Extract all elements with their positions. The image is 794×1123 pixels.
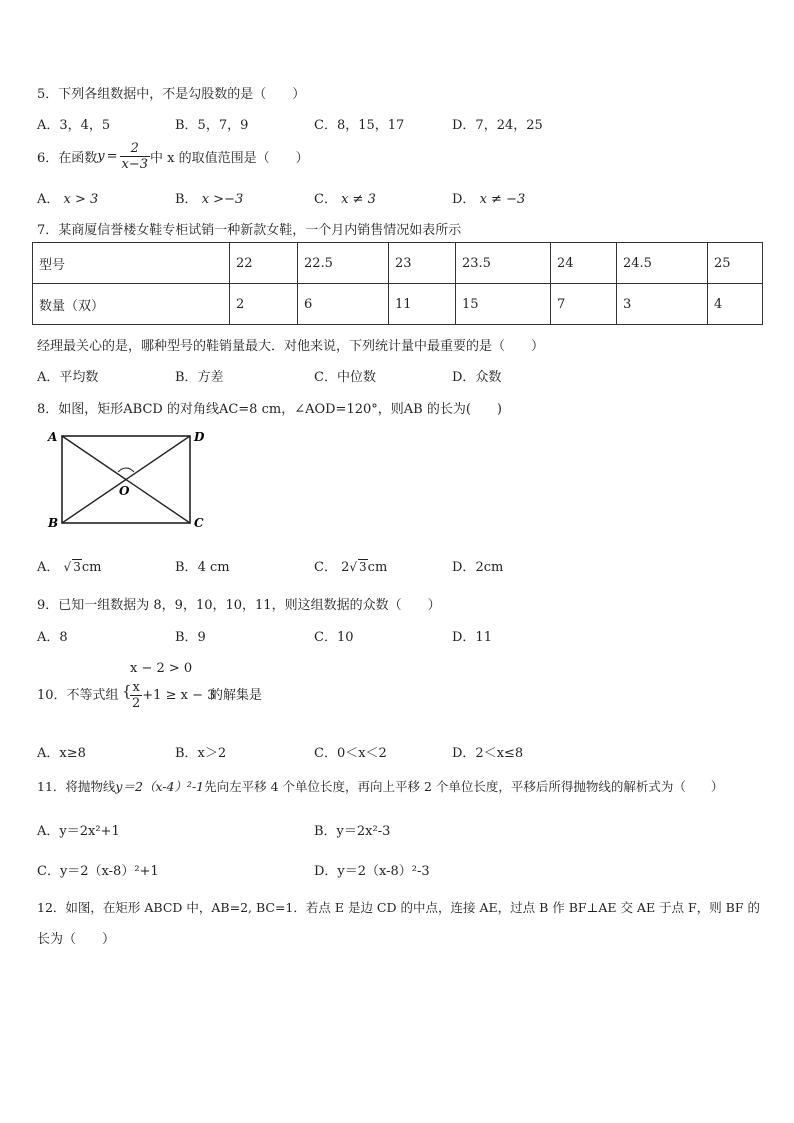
sqrt-icon: √: [63, 560, 72, 574]
q9-stem: 9．已知一组数据为 8，9，10，10，11，则这组数据的众数（ ）: [37, 598, 441, 613]
table-cell: 3: [617, 284, 708, 325]
table-cell: 24.5: [617, 243, 708, 284]
q10-option-b: B．x＞2: [175, 746, 227, 761]
q9-option-b: B．9: [175, 630, 206, 645]
q6-option-c-letter: C．: [314, 192, 337, 207]
q11-option-a: A．y＝2x²+1: [37, 824, 120, 839]
q6-option-d-expr: x ≠ −3: [479, 192, 526, 207]
q11-stem-func: y＝2（x-4）²-1: [115, 779, 205, 794]
q9-option-d: D．11: [452, 630, 492, 645]
table-cell: 22: [230, 243, 298, 284]
q6-option-b-letter: B．: [175, 192, 198, 207]
q6-func-eq: =: [106, 149, 118, 164]
label-b: B: [48, 516, 59, 530]
q7-option-a: A．平均数: [37, 370, 99, 385]
q6-option-c-expr: x ≠ 3: [341, 192, 376, 207]
table-cell: 11: [389, 284, 456, 325]
q8-option-d: [452, 556, 503, 575]
q10-stem-suffix: 的解集是: [210, 688, 263, 703]
q9-option-a: A．8: [37, 630, 68, 645]
q7-followup: 经理最关心的是，哪种型号的鞋销量最大．对他来说，下列统计量中最重要的是（ ）: [37, 339, 545, 354]
q5-option-a: A．3，4，5: [37, 118, 111, 133]
q7-option-d: D．众数: [452, 370, 502, 385]
q10-fraction: [130, 680, 142, 711]
table-cell: 25: [708, 243, 763, 284]
q10-frac-den: 2: [132, 696, 141, 711]
label-c: C: [194, 516, 204, 530]
q11-option-d: D．y＝2（x-8）²-3: [314, 864, 430, 879]
q5-option-b: B．5，7，9: [175, 118, 249, 133]
q10-option-c: C．0＜x＜2: [314, 746, 387, 761]
q6-func-y: y: [97, 149, 105, 164]
q7-option-b: B．方差: [175, 370, 224, 385]
q5-stem: 5．下列各组数据中，不是勾股数的是（ ）: [37, 87, 306, 102]
table-cell: 23.5: [456, 243, 551, 284]
q7-stem: 7．某商厦信誉楼女鞋专柜试销一种新款女鞋，一个月内销售情况如表所示: [37, 223, 462, 238]
q8-option-a: [37, 556, 101, 575]
q8-option-d-letter: D．: [452, 560, 476, 575]
q6-option-b: [175, 188, 243, 207]
q8-rectangle-figure: [40, 425, 220, 535]
q12-line1: 12．如图，在矩形 ABCD 中，AB=2, BC=1．若点 E 是边 CD 的中点，连接 AE，过点 B 作 BF⊥AE 交 AE 于点 F，则 BF 的: [37, 900, 761, 915]
q8-option-c-unit: cm: [367, 560, 388, 575]
angle-aod-arc: [118, 468, 134, 472]
table-header-cell: 型号: [33, 243, 230, 284]
q5-option-c: C．8，15，17: [314, 118, 405, 133]
q11-stem: [37, 777, 723, 795]
table-header-cell: 数量（双）: [33, 284, 230, 325]
q10-line1: x − 2 > 0: [130, 661, 193, 676]
q11-option-b: B．y＝2x²-3: [314, 824, 391, 839]
q6-stem-prefix: 6．在函数: [37, 151, 98, 166]
table-cell: 22.5: [298, 243, 389, 284]
q6-frac-den: x−3: [121, 157, 149, 172]
table-cell: 4: [708, 284, 763, 325]
table-cell: 7: [551, 284, 617, 325]
table-cell: 15: [456, 284, 551, 325]
label-o: O: [119, 484, 130, 498]
q8-stem: 8．如图，矩形ABCD 的对角线AC=8 cm，∠AOD=120°，则AB 的长为( ): [37, 402, 502, 417]
q11-stem-prefix: 11．将抛物线: [37, 779, 116, 794]
q8-option-d-value: 2cm: [475, 560, 504, 575]
q10-frac-num: x: [130, 680, 142, 696]
q8-option-a-letter: A．: [37, 560, 60, 575]
q12-line2: 长为（ ）: [37, 932, 116, 947]
q8-option-c-root: 3: [359, 560, 367, 574]
q6-option-a-letter: A．: [37, 192, 60, 207]
q11-option-c: C．y＝2（x-8）²+1: [37, 864, 159, 879]
q10-stem-prefix: 10．不等式组: [37, 688, 119, 703]
q8-option-b: [175, 556, 230, 575]
q6-option-c: [314, 188, 376, 207]
q8-option-a-root: 3: [73, 560, 81, 574]
q7-sales-table: [32, 242, 763, 325]
q5-option-d: D．7，24，25: [452, 118, 543, 133]
q9-option-c: C．10: [314, 630, 354, 645]
label-a: A: [48, 430, 58, 444]
q6-fraction: [120, 141, 151, 172]
q6-stem: [37, 141, 309, 172]
q7-option-c: C．中位数: [314, 370, 376, 385]
q6-option-a: [37, 188, 98, 207]
label-d: D: [194, 430, 205, 444]
q10-option-d: D．2＜x≤8: [452, 746, 524, 761]
q6-option-a-expr: x > 3: [63, 192, 99, 207]
table-cell: 23: [389, 243, 456, 284]
q10-line2-rest: +1 ≥ x − 3: [142, 688, 216, 703]
q6-option-b-expr: x >−3: [201, 192, 244, 207]
q6-stem-suffix: 中 x 的取值范围是（ ）: [150, 151, 309, 166]
table-cell: 24: [551, 243, 617, 284]
q8-option-c-letter: C．: [314, 560, 337, 575]
q8-option-b-value: 4 cm: [197, 560, 230, 575]
q11-stem-suffix: 先向左平移 4 个单位长度，再向上平移 2 个单位长度，平移后所得抛物线的解析式为（ ）: [204, 779, 724, 794]
q10-option-a: A．x≥8: [37, 746, 86, 761]
table-row: [33, 243, 763, 284]
q6-option-d: [452, 188, 525, 207]
q8-option-c-coef: 2: [341, 560, 350, 575]
table-cell: 6: [298, 284, 389, 325]
q6-option-d-letter: D．: [452, 192, 476, 207]
table-row: [33, 284, 763, 325]
table-cell: 2: [230, 284, 298, 325]
q8-option-a-unit: cm: [81, 560, 102, 575]
q6-frac-num: 2: [120, 141, 151, 157]
q8-option-b-letter: B．: [175, 560, 198, 575]
sqrt-icon: √: [349, 560, 358, 574]
q8-option-c: [314, 556, 387, 575]
q10-brace: {: [122, 682, 132, 700]
q10-line2: [130, 680, 215, 711]
